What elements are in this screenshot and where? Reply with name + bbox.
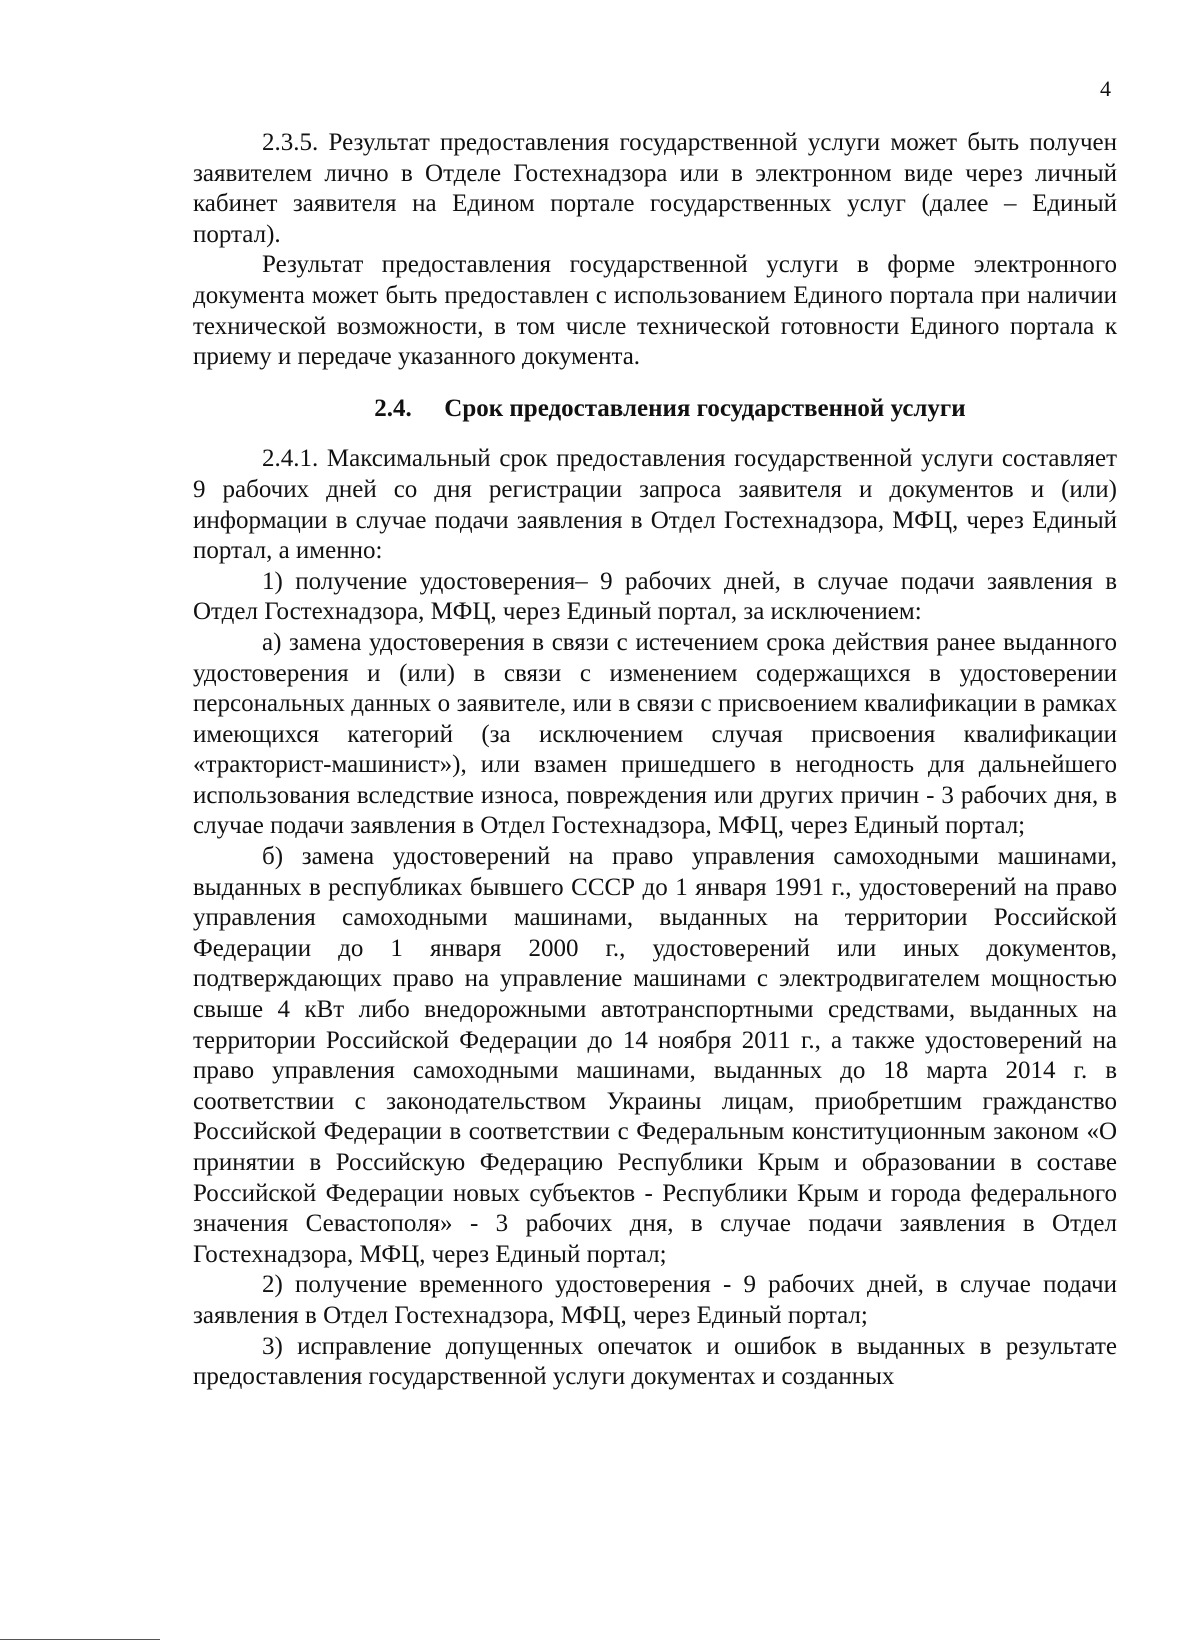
list-item-a: а) замена удостоверения в связи с истечением срока действия ранее выданного удостоверения и (или) в связи с изменением содержащихся в удостоверении персональных данных о заявителе, или в связи с присвоением квалификации в рамках имеющихся категорий (за исключением случая присвоения квалификации «тракторист-машинист»), или взамен пришедшего в негодность для дальнейшего использования вследствие износа, повреждения или других причин - 3 рабочих дня, в случае подачи заявления в Отдел Гостехнадзора, МФЦ, через Единый портал; (193, 628, 1117, 840)
list-item-3: 3) исправление допущенных опечаток и ошибок в выданных в результате предоставления государственной услуги документах и созданных (193, 1332, 1117, 1391)
paragraph-2-4-1: 2.4.1. Максимальный срок предоставления государственной услуги составляет 9 рабочих дней со дня регистрации запроса заявителя и документов и (или) информации в случае подачи заявления в Отдел Гостехнадзора, МФЦ, через Единый портал, а именно: (193, 445, 1117, 565)
section-heading-2-4 (193, 394, 1117, 425)
footnote-divider (0, 1639, 160, 1640)
section-title: Срок предоставления государственной услуги (444, 394, 966, 422)
section-number: 2.4. (374, 394, 412, 422)
document-body (193, 128, 1117, 1393)
list-item-1: 1) получение удостоверения– 9 рабочих дней, в случае подачи заявления в Отдел Гостехнадзора, МФЦ, через Единый портал, за исключением: (193, 567, 1117, 626)
paragraph-2-3-5: 2.3.5. Результат предоставления государственной услуги может быть получен заявителем лично в Отделе Гостехнадзора или в электронном виде через личный кабинет заявителя на Едином портале государственных услуг (далее – Единый портал). (193, 129, 1117, 248)
list-item-2: 2) получение временного удостоверения - 9 рабочих дней, в случае подачи заявления в Отдел Гостехнадзора, МФЦ, через Единый портал; (193, 1271, 1117, 1329)
paragraph-electronic-result: Результат предоставления государственной услуги в форме электронного документа может быть предоставлен с использованием Единого портала при наличии технической возможности, в том числе технической готовности Единого портала к приему и передаче указанного документа. (193, 251, 1117, 371)
list-item-b: б) замена удостоверений на право управления самоходными машинами, выданных в республиках бывшего СССР до 1 января 1991 г., удостоверений на право управления самоходными машинами, выданных на территории Российской Федерации до 1 января 2000 г., удостоверений или иных документов, подтверждающих право на управление машинами с электродвигателем мощностью свыше 4 кВт либо внедорожными автотранспортными средствами, выданных на территории Российской Федерации до 14 ноября 2011 г., а также удостоверений на право управления самоходными машинами, выданных до 18 марта 2014 г. в соответствии с законодательством Украины лицам, приобретшим гражданство Российской Федерации в соответствии с Федеральным конституционным законом «О принятии в Российскую Федерацию Республики Крым и образовании в составе Российской Федерации новых субъектов - Республики Крым и города федерального значения Севастополя» - 3 рабочих дня, в случае подачи заявления в Отдел Гостехнадзора, МФЦ, через Единый портал; (193, 843, 1117, 1268)
page-number: 4 (1100, 76, 1111, 101)
